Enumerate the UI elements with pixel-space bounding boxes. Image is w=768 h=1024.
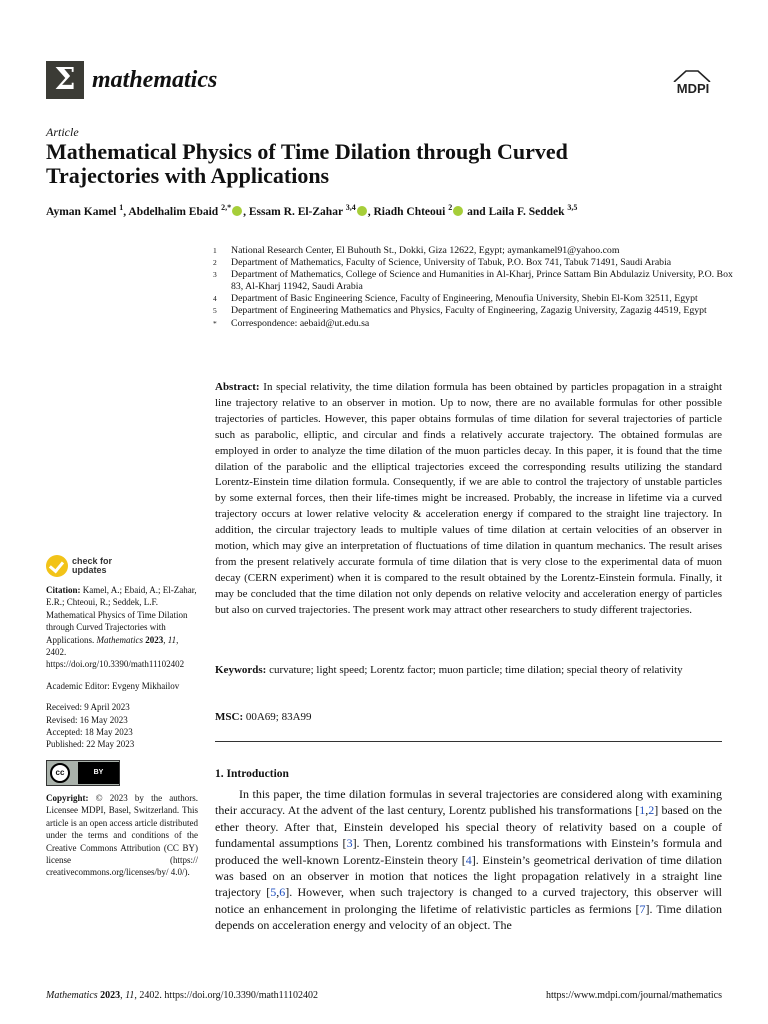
author-affiliation-mark: 3,4 bbox=[345, 203, 356, 212]
msc-text: 00A69; 83A99 bbox=[245, 711, 312, 723]
paragraph-text: , bbox=[276, 885, 280, 900]
affiliation-item bbox=[213, 245, 733, 257]
cc-icon: cc bbox=[50, 763, 70, 783]
affiliation-text: Correspondence: aebaid@ut.edu.sa bbox=[231, 317, 370, 329]
check-updates-line2: updates bbox=[72, 565, 107, 575]
check-for-updates-button[interactable] bbox=[46, 555, 198, 577]
citation-text: Kamel, A.; Ebaid, A.; El-Zahar, E.R.; Chteoui, R.; Seddek, L.F. Mathematical Physics of Time Dilation through Curved Trajectories with Applications. bbox=[46, 585, 197, 645]
affiliation-text: National Research Center, El Buhouth St., Dokki, Giza 12622, Egypt; aymankamel91@yahoo.com bbox=[231, 245, 620, 256]
orcid-icon[interactable] bbox=[232, 206, 242, 216]
author-affiliation-mark: 1 bbox=[119, 203, 124, 212]
orcid-icon[interactable] bbox=[453, 206, 463, 216]
affiliation-text: Department of Mathematics, Faculty of Science, University of Tabuk, P.O. Box 741, Tabuk 71491, Saudi Arabia bbox=[231, 257, 672, 269]
footer-volume: 11 bbox=[125, 990, 135, 1001]
citation bbox=[46, 584, 198, 671]
author-separator: , bbox=[243, 205, 249, 218]
affiliation-mark: * bbox=[213, 318, 217, 328]
abstract-label: Abstract: bbox=[215, 381, 260, 393]
affiliation-text: Department of Mathematics, College of Science and Humanities in Al-Kharj, Prince Sattam Bin Abdulaziz University, P.O. Box 83, Al-Kharj 11942, Saudi Arabia bbox=[231, 269, 733, 293]
author-affiliation-mark: 2 bbox=[448, 203, 453, 212]
msc-codes bbox=[215, 710, 722, 726]
keywords-label: Keywords: bbox=[215, 664, 267, 676]
journal-name: mathematics bbox=[92, 66, 218, 93]
section-divider bbox=[215, 741, 722, 742]
author-name: Laila F. Seddek bbox=[488, 205, 565, 218]
paragraph-text: ] based on the ether theory. After that, Einstein developed his special theory of relativity based on a couple of fundamental assumptions [ bbox=[215, 803, 723, 851]
accepted-date: Accepted: 18 May 2023 bbox=[46, 727, 133, 738]
svg-text:MDPI: MDPI bbox=[676, 81, 710, 96]
affiliation-mark: 2 bbox=[213, 258, 217, 268]
paragraph-text: , bbox=[645, 803, 649, 818]
citation-link[interactable]: 3 bbox=[346, 836, 353, 851]
sigma-logo-icon: Σ bbox=[46, 61, 84, 99]
paragraph-text: ]. Einstein’s geometrical derivation of time dilation was based on an observer in motion that notices the light propagation relatively in a straight line trajectory [ bbox=[215, 852, 723, 900]
citation-doi[interactable]: , 2402. https://doi.org/10.3390/math11102402 bbox=[46, 634, 185, 670]
citation-link[interactable]: 1 bbox=[639, 803, 646, 818]
author-name: Riadh Chteoui bbox=[373, 205, 446, 218]
author-affiliation-mark: 3,5 bbox=[567, 203, 578, 212]
paragraph-text: ]. However, when such trajectory is changed to a curved trajectory, this observer will notice an enhancement in prolonging the lifetime of relativistic particles as fermions [ bbox=[215, 885, 723, 916]
citation-year: 2023 bbox=[145, 634, 164, 645]
by-label: BY bbox=[93, 768, 104, 776]
citation-link[interactable]: 2 bbox=[648, 803, 655, 818]
checkmark-icon bbox=[46, 555, 68, 577]
citation-label: Citation: bbox=[46, 585, 81, 595]
citation-sep: , bbox=[163, 634, 166, 645]
affiliation-item bbox=[213, 318, 733, 330]
abstract-text: In special relativity, the time dilation formula has been obtained by particles propagation in a straight line trajectory relative to an observer in motion. Up to now, there are no available formulas for other possible trajectories of particles. However, this paper obtains formulas of time dilation for several trajectories of particle such as parabolic, elliptic, and circular and finds a relatively accurate trajectory. The obtained formulas are employed in order to analyze the time dilation of the muon particles decay. In this paper, it is found that the time dilation of the parabolic and the elliptical trajectories exceed the corresponding results utilizing the standard Lorentz-Einstein time dilation formula. Consequently, if we are able to control the trajectory of unstable particles by some external forces, then their life-times might be increased. Probably, the increase in lifetime via a curved trajectory occurs at lower relative velocity & acceleration energy if compared to the straight line trajectory. In addition, the circular trajectory leads to multiple values of time dilation at certain velocities of an observer in motion, which may give an interpretation of fluctuations of time dilation in quantum mechanics. The result arises from the present relatively accurate formula of time dilation that is very close to the experimental data of muon decay (CERN experiment) when it is compared to the result obtained by the Lorentz-Einstein formula. Finally, it may be concluded that the time dilation not only depends on relative velocity and acceleration energy of particles but also on curved trajectories. The present work may attract other researchers to study different trajectories. bbox=[215, 381, 722, 616]
cc-by-license-badge[interactable] bbox=[46, 760, 120, 786]
check-updates-line1: check for bbox=[72, 556, 113, 566]
footer-doi[interactable]: , 2402. https://doi.org/10.3390/math11102402 bbox=[134, 990, 318, 1001]
journal-header bbox=[46, 60, 217, 100]
affiliation-item bbox=[213, 257, 733, 269]
by-icon bbox=[78, 762, 119, 784]
article-title: Mathematical Physics of Time Dilation through Curved Trajectories with Applications bbox=[46, 139, 568, 188]
footer-journal: Mathematics bbox=[46, 990, 98, 1001]
msc-label: MSC: bbox=[215, 711, 244, 723]
affiliation-mark: 4 bbox=[213, 294, 217, 304]
citation-journal: Mathematics bbox=[96, 634, 143, 645]
abstract bbox=[215, 380, 722, 619]
published-date: Published: 22 May 2023 bbox=[46, 739, 135, 750]
author-separator: and bbox=[464, 205, 489, 218]
citation-link[interactable]: 6 bbox=[279, 885, 286, 900]
paragraph-text: ]. Then, Lorentz combined his transformations with Einstein’s formula and produced the well-known Lorentz-Einstein theory [ bbox=[215, 836, 723, 867]
author-affiliation-mark: 2,* bbox=[221, 203, 232, 212]
section-heading-introduction: 1. Introduction bbox=[215, 768, 289, 780]
introduction-paragraph bbox=[215, 786, 722, 934]
affiliation-item bbox=[213, 305, 733, 317]
article-type: Article bbox=[46, 125, 79, 139]
author-name: Abdelhalim Ebaid bbox=[128, 205, 219, 218]
affiliation-mark: 1 bbox=[213, 246, 217, 255]
affiliation-mark: 3 bbox=[213, 270, 217, 280]
copyright-label: Copyright: bbox=[46, 792, 89, 803]
keywords-text: curvature; light speed; Lorentz factor; muon particle; time dilation; special theory of relativity bbox=[269, 664, 683, 676]
orcid-icon[interactable] bbox=[357, 206, 367, 216]
copyright bbox=[46, 792, 198, 879]
footer-journal-url[interactable]: https://www.mdpi.com/journal/mathematics bbox=[546, 990, 722, 1001]
citation-link[interactable]: 5 bbox=[270, 885, 277, 900]
citation-volume: 11 bbox=[167, 634, 177, 645]
author-list bbox=[46, 203, 736, 218]
author-name: Ayman Kamel bbox=[46, 205, 117, 218]
affiliation-text: Department of Engineering Mathematics and Physics, Faculty of Engineering, Zagazig University, Zagazig 44519, Egypt bbox=[231, 305, 707, 317]
affiliation-text: Department of Basic Engineering Science, Faculty of Engineering, Menoufia University, Shebin El-Kom 32511, Egypt bbox=[231, 293, 698, 305]
mdpi-logo-icon bbox=[668, 68, 718, 98]
revised-date: Revised: 16 May 2023 bbox=[46, 714, 128, 725]
affiliation-item bbox=[213, 269, 733, 293]
affiliations bbox=[213, 245, 733, 330]
copyright-text: © 2023 by the authors. Licensee MDPI, Basel, Switzerland. This article is an open access article distributed under the terms and conditions of the Creative Commons Attribution (CC BY) license (https:// creativecommons.org/licenses/by/ 4.0/). bbox=[46, 792, 199, 878]
citation-link[interactable]: 4 bbox=[465, 852, 472, 867]
academic-editor: Academic Editor: Evgeny Mikhailov bbox=[46, 680, 180, 691]
footer-year: 2023 bbox=[100, 990, 121, 1001]
keywords bbox=[215, 663, 722, 679]
author-separator: , bbox=[123, 205, 129, 218]
affiliation-item bbox=[213, 293, 733, 305]
affiliation-mark: 5 bbox=[213, 306, 217, 316]
author-name: Essam R. El-Zahar bbox=[248, 205, 343, 218]
paragraph-text: In this paper, the time dilation formulas in several trajectories are considered along with examining their accuracy. At the advent of the last century, Lorentz published his transformations [ bbox=[215, 787, 722, 818]
received-date: Received: 9 April 2023 bbox=[46, 702, 130, 713]
history-dates bbox=[46, 701, 198, 751]
paragraph-text: ]. Time dilation depends on acceleration energy and velocity of an object. The bbox=[215, 901, 722, 933]
footer-citation: Mathematics 2023, 11, 2402. https://doi.org/10.3390/math11102402 bbox=[46, 990, 318, 1001]
sidebar bbox=[46, 555, 198, 879]
author-separator: , bbox=[367, 205, 374, 218]
citation-link[interactable]: 7 bbox=[639, 901, 646, 916]
